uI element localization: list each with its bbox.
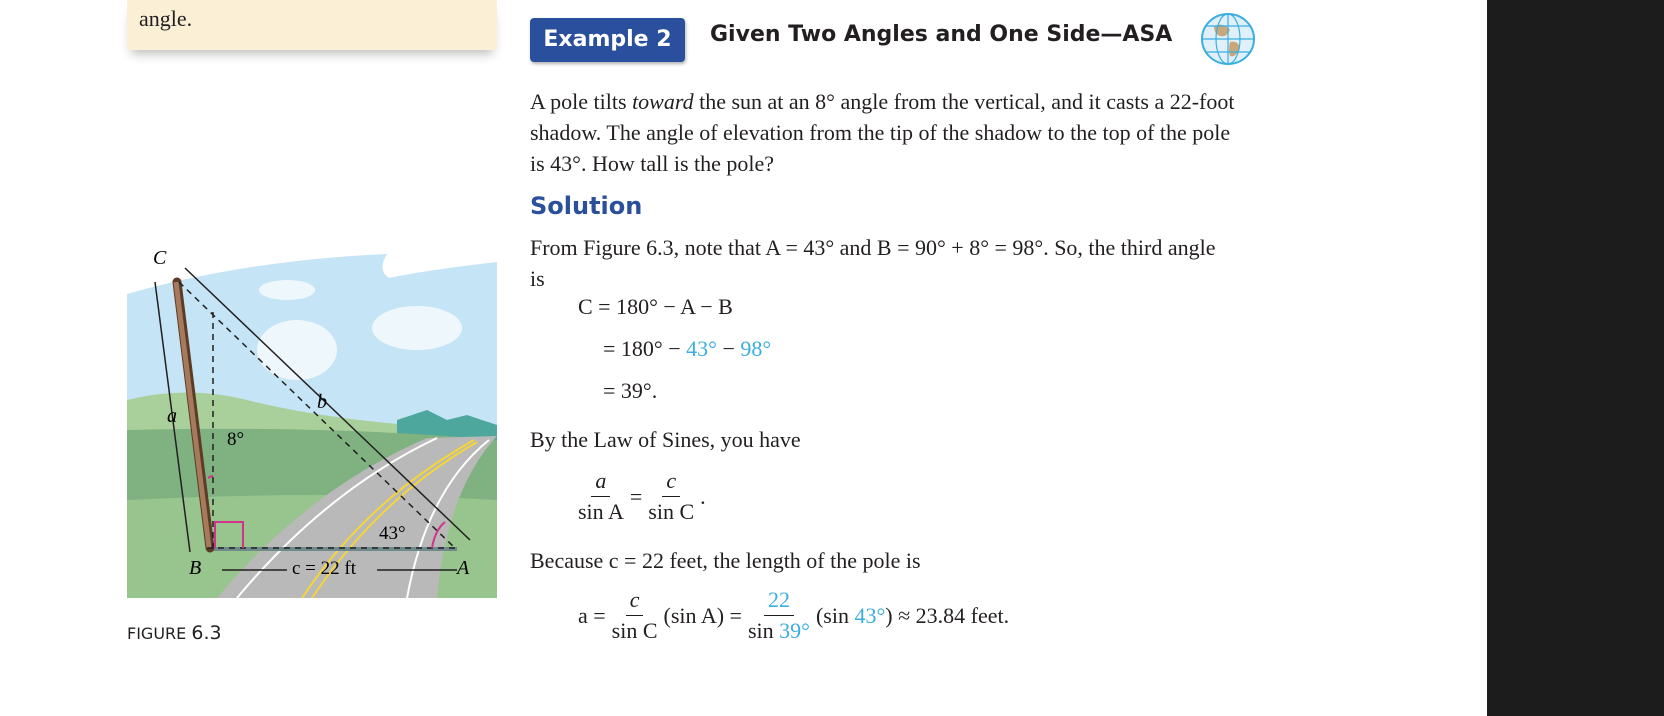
solution-heading: Solution (530, 192, 643, 220)
figure-caption: FIGURE 6.3 (127, 622, 222, 644)
final-equation: a = $\frac{c}{\text{sin C}}$ (sin A) = $\frac{22}{\sin 39^\circ}$ (sin 43° ) ≈ 23.84 feet. (578, 587, 1010, 643)
solution-intro: From Figure 6.3, note that A = 43° and B = 90° + 8° = 98°. So, the third angle is (530, 235, 1216, 291)
example-badge: Example 2 (530, 18, 685, 62)
label-A: A (457, 557, 470, 579)
law-of-sines-equation: $\frac{a}{\text{sin A}}$ = $\frac{c}{\text{sin C}}$ . (578, 468, 706, 524)
label-c: c = 22 ft (292, 558, 357, 579)
label-angle-8: 8° (227, 429, 245, 450)
equation-c-result: = 39°. (603, 378, 658, 403)
equation-c-sub: = 180° − 43° − 98° (603, 336, 772, 361)
note-text: angle. (139, 6, 193, 31)
law-of-sines-text: By the Law of Sines, you have (530, 427, 801, 452)
because-text: Because c = 22 feet, the length of the pole is (530, 548, 921, 573)
globe-icon (1200, 12, 1256, 66)
label-C: C (153, 250, 167, 269)
label-B: B (189, 557, 202, 579)
equation-c: C = 180° − A − B (578, 294, 733, 319)
label-angle-43: 43° (379, 523, 406, 544)
figure-6-3 (127, 250, 497, 600)
note-box (127, 0, 497, 50)
example-title: Given Two Angles and One Side—ASA (710, 22, 1173, 47)
problem-text: A pole tilts toward the sun at an 8° angle from the vertical, and it casts a 22-foot shadow. The angle of elevation from the tip of the shadow to the top of the pole is 43°. How tall is the pole? (530, 89, 1235, 176)
dark-side-panel (1487, 0, 1664, 716)
label-a: a (167, 405, 177, 427)
label-b: b (317, 391, 327, 413)
